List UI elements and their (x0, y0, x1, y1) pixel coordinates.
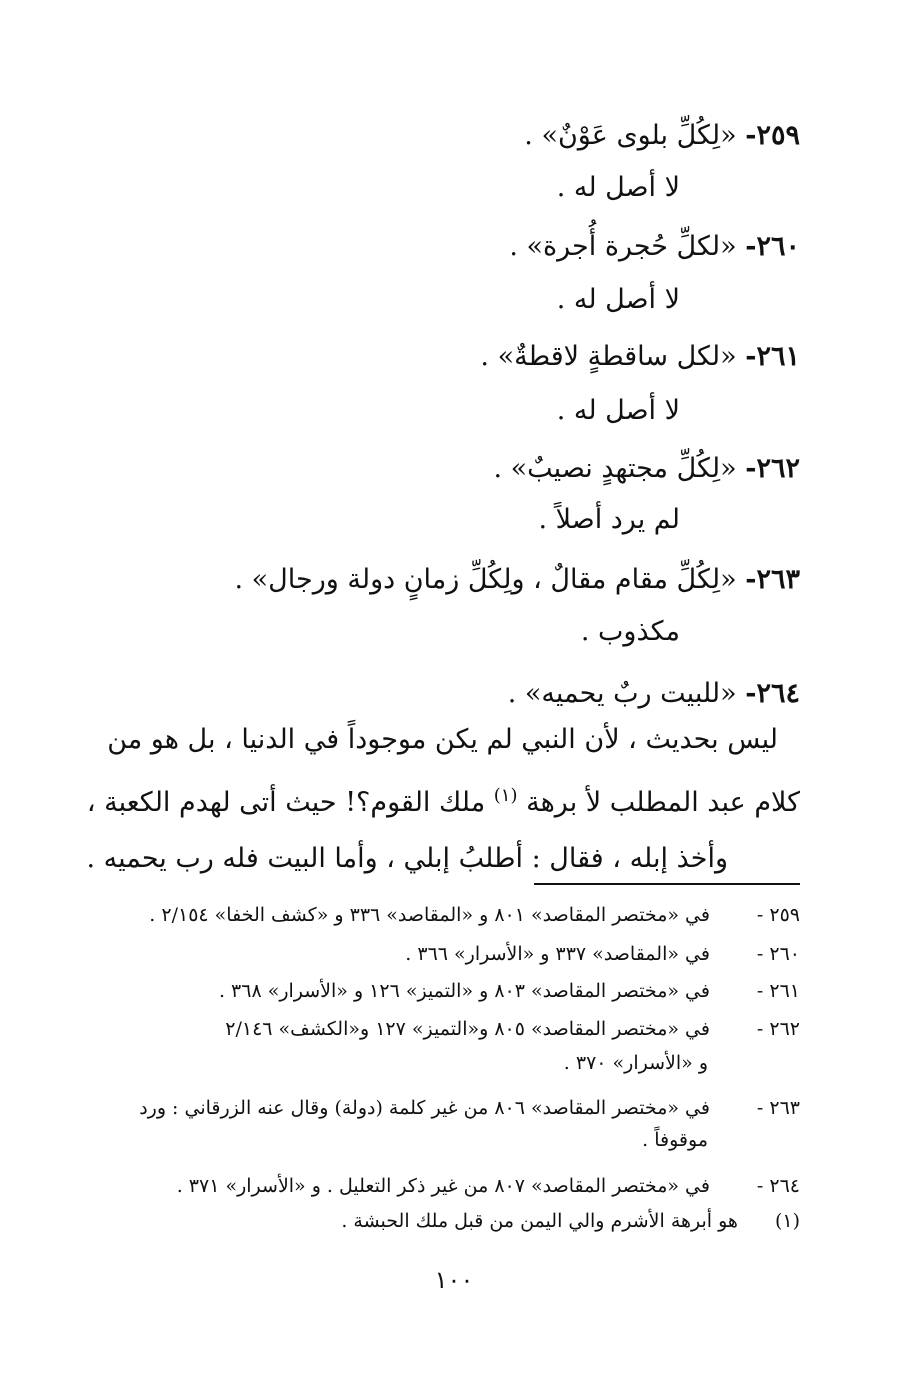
commentary-paragraph (86, 712, 800, 887)
footnote-number: ٢٦١ - (756, 980, 800, 1002)
entry-number: ٢٦١- (745, 341, 800, 372)
footnote-259 (110, 902, 800, 928)
footnote-text: هو أبرهة الأشرم والي اليمن من قبل ملك الحبشة . (341, 1210, 738, 1232)
commentary-text: كلام عبد المطلب لأ برهة (526, 787, 800, 818)
entry-text: «للبيت ربٌ يحميه» . (507, 678, 737, 709)
footnote-text: في «مختصر المقاصد» ٨٠٦ من غير كلمة (دولة) وقال عنه الزرقاني : ورد (139, 1097, 710, 1119)
entry-verdict-262: لم يرد أصلاً . (538, 504, 680, 535)
footnote-continuation: موقوفاً . (642, 1129, 708, 1151)
hadith-entry-264 (508, 676, 800, 712)
entry-number: ٢٥٩- (745, 120, 800, 151)
footnote-number: ٢٦٣ - (756, 1097, 800, 1119)
footnote-number: (١) (774, 1210, 800, 1232)
footnote-abraha (110, 1208, 800, 1234)
footnote-text: في «مختصر المقاصد» ٨٠٥ و«التميز» ١٢٧ و«الكشف» ٢/١٤٦ (225, 1018, 710, 1040)
hadith-entry-259 (524, 118, 800, 154)
commentary-line: ليس بحديث ، لأن النبي لم يكن موجوداً في الدنيا ، بل هو من (107, 724, 778, 755)
entry-number: ٢٦٤- (745, 678, 800, 709)
hadith-entry-262 (493, 451, 800, 487)
hadith-entry-261 (480, 339, 800, 375)
entry-text: «لكلِّ حُجرة أُجرة» . (509, 231, 737, 262)
entry-verdict-259: لا أصل له . (556, 172, 680, 203)
entry-text: «لكل ساقطةٍ لاقطةٌ» . (480, 341, 737, 372)
footnote-reference: (١) (493, 785, 518, 806)
entry-verdict-263: مكذوب . (580, 616, 680, 647)
footnote-continuation: و «الأسرار» ٣٧٠ . (563, 1052, 708, 1074)
hadith-entry-260 (509, 229, 800, 265)
footnote-260 (110, 941, 800, 967)
footnote-text: في «المقاصد» ٣٣٧ و «الأسرار» ٣٦٦ . (405, 943, 710, 965)
footnote-number: ٢٥٩ - (756, 904, 800, 926)
page-number: ١٠٠ (434, 1266, 474, 1294)
entry-text: «لِكُلِّ مجتهدٍ نصيبٌ» . (493, 453, 737, 484)
entry-number: ٢٦٠- (745, 231, 800, 262)
entry-verdict-260: لا أصل له . (556, 284, 680, 315)
entry-verdict-261: لا أصل له . (556, 395, 680, 426)
footnote-264 (110, 1173, 800, 1199)
footnote-number: ٢٦٢ - (756, 1018, 800, 1040)
commentary-text: ملك القوم؟! حيث أتى لهدم الكعبة ، (86, 787, 486, 818)
footnote-number: ٢٦٤ - (756, 1175, 800, 1197)
footnote-text: في «مختصر المقاصد» ٨٠٧ من غير ذكر التعليل . و «الأسرار» ٣٧١ . (176, 1175, 710, 1197)
entry-number: ٢٦٣- (745, 564, 800, 595)
footnote-261 (110, 978, 800, 1004)
footnote-separator (534, 883, 800, 885)
entry-text: «لِكُلِّ بلوى عَوْنٌ» . (524, 120, 737, 151)
footnote-number: ٢٦٠ - (756, 943, 800, 965)
hadith-entry-263 (235, 562, 801, 598)
entry-number: ٢٦٢- (745, 453, 800, 484)
footnote-262 (110, 1016, 800, 1076)
footnote-text: في «مختصر المقاصد» ٨٠٣ و «التميز» ١٢٦ و «الأسرار» ٣٦٨ . (218, 980, 710, 1002)
commentary-line: وأخذ إبله ، فقال : أطلبُ إبلي ، وأما البيت فله رب يحميه . (86, 843, 728, 874)
footnote-263 (110, 1095, 800, 1153)
entry-text: «لِكُلِّ مقام مقالٌ ، ولِكُلِّ زمانٍ دولة ورجال» . (234, 564, 737, 595)
commentary-line (86, 768, 800, 831)
footnote-text: في «مختصر المقاصد» ٨٠١ و «المقاصد» ٣٣٦ و «كشف الخفا» ٢/١٥٤ . (149, 904, 710, 926)
